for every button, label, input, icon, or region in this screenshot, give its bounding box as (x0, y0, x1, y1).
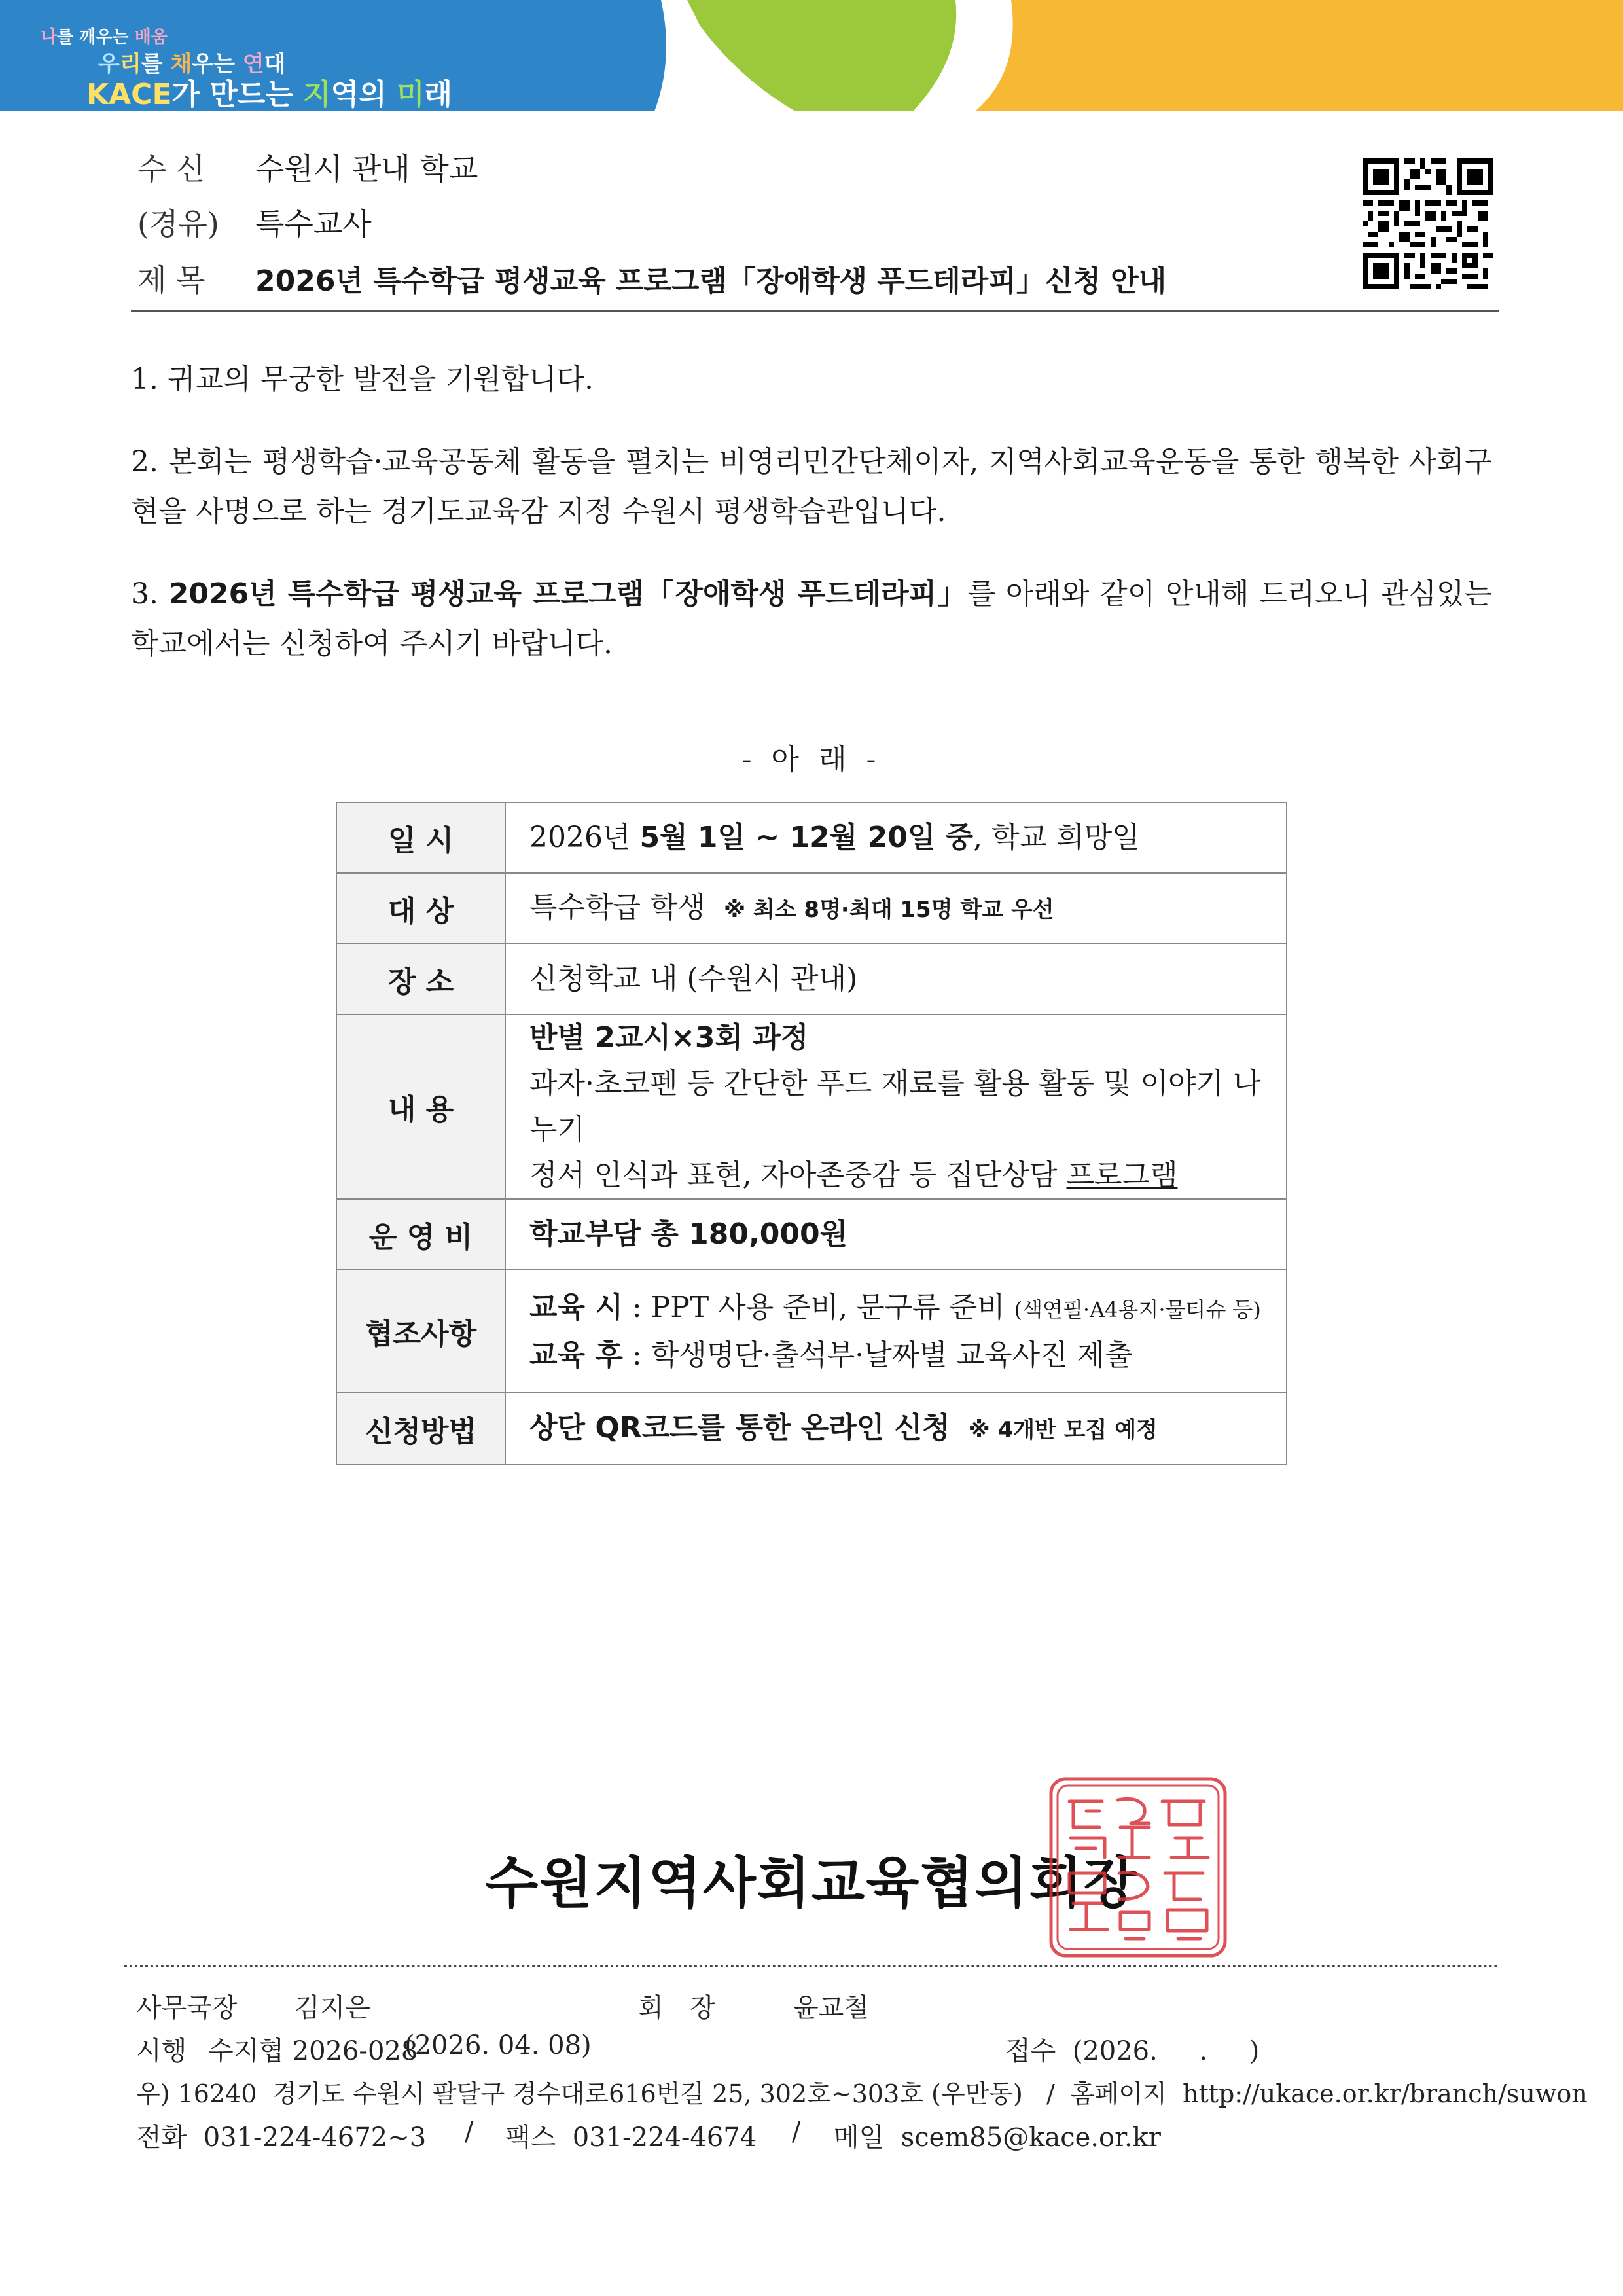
issue-number: 수지협 2026-028 (208, 2036, 418, 2066)
fax-number: 팩스 031-224-4674 (505, 2123, 757, 2153)
table-row-content (336, 1014, 1287, 1199)
recipient-value: 수원시 관내 학교 (255, 151, 478, 187)
paragraph-3-number: 3. (131, 577, 169, 611)
top-banner (0, 0, 1623, 111)
content-label: 내 용 (336, 1014, 505, 1199)
footer-separator-2: / (792, 2117, 801, 2147)
paragraph-1: 1. 귀교의 무궁한 발전을 기원합니다. (131, 363, 594, 396)
cooperation-line-1: 교육 시 : PPT 사용 준비, 문구류 준비 (색연필·A4용지·물티슈 등) (529, 1290, 1261, 1324)
cooperation-label: 협조사항 (336, 1270, 505, 1393)
content-line-3: 정서 인식과 표현, 자아존중감 등 집단상담 프로그램 (529, 1158, 1178, 1192)
table-row-cooperation (336, 1270, 1287, 1393)
receipt-field: 접수 (2026. . ) (1005, 2036, 1260, 2066)
apply-note: ※ 4개반 모집 예정 (968, 1416, 1158, 1443)
subject-label: 제 목 (137, 262, 205, 298)
table-row-cost (336, 1199, 1287, 1270)
via-value: 특수교사 (255, 206, 372, 242)
target-note: ※ 최소 8명·최대 15명 학교 우선 (724, 896, 1054, 923)
slogan-line-3: KACE가 만드는 지역의 미래 (86, 78, 453, 111)
paragraph-3 (131, 569, 1492, 669)
paragraph-3-program-title: 2026년 특수학급 평생교육 프로그램「장애학생 푸드테라피」 (168, 577, 968, 611)
cooperation-line-2: 교육 후 : 학생명단·출석부·날짜별 교육사진 제출 (529, 1338, 1133, 1372)
apply-value: 상단 QR코드를 통한 온라인 신청 ※ 4개반 모집 예정 (505, 1393, 1287, 1465)
via-row (137, 200, 372, 243)
date-value: 2026년 5월 1일 ~ 12월 20일 중, 학교 희망일 (505, 802, 1287, 873)
table-row-apply (336, 1393, 1287, 1465)
footer-divider (124, 1965, 1499, 1967)
paragraph-2: 2. 본회는 평생학습·교육공동체 활동을 펼치는 비영리민간단체이자, 지역사회교육운동을 통한 행복한 사회구현을 사명으로 하는 경기도교육감 지정 수원시 평생학습관입니다. (131, 445, 1492, 528)
table-row-place (336, 944, 1287, 1014)
secretary-name: 김지은 (294, 1993, 370, 2023)
email-address[interactable]: 메일 scem85@kace.or.kr (834, 2123, 1161, 2153)
issue-date: (2026. 04. 08) (404, 2030, 592, 2060)
date-label: 일 시 (336, 802, 505, 873)
apply-label: 신청방법 (336, 1393, 505, 1465)
paragraph-3-text: 를 아래와 같이 안내해 드리오니 관심있는 학교에서는 신청하여 주시기 바랍니다. (131, 577, 1492, 660)
subject-value: 2026년 특수학급 평생교육 프로그램「장애학생 푸드테라피」신청 안내 (255, 264, 1167, 298)
footer-separator-1: / (465, 2117, 474, 2147)
phone-number: 전화 031-224-4672~3 (136, 2123, 427, 2153)
header-divider (131, 310, 1499, 312)
slogan-line-1: 나를 깨우는 배움 (41, 27, 168, 47)
table-row-target (336, 873, 1287, 944)
issue-label: 시행 (136, 2036, 187, 2066)
target-value: 특수학급 학생 ※ 최소 8명·최대 15명 학교 우선 (505, 873, 1287, 944)
target-label: 대 상 (336, 873, 505, 944)
program-details-table (336, 802, 1287, 1465)
president-label: 회 장 (638, 1993, 724, 2023)
secretary-label: 사무국장 (136, 1993, 238, 2023)
cost-label: 운 영 비 (336, 1199, 505, 1270)
issuer-name: 수원지역사회교육협의회장 (485, 1851, 1138, 1915)
via-label: (경유) (137, 206, 219, 242)
recipient-row (137, 145, 478, 188)
president-name: 윤교철 (793, 1993, 869, 2023)
recipient-label: 수 신 (137, 151, 205, 187)
below-heading: - 아 래 - (741, 743, 882, 776)
cooperation-value (505, 1270, 1287, 1393)
content-line-2: 과자·초코펜 등 간단한 푸드 재료를 활용 활동 및 이야기 나누기 (529, 1067, 1261, 1146)
content-line-1: 반별 2교시×3회 과정 (529, 1021, 809, 1054)
content-value (505, 1014, 1287, 1199)
place-value: 신청학교 내 (수원시 관내) (505, 944, 1287, 1014)
subject-row (137, 257, 1166, 300)
qr-code-icon[interactable] (1363, 154, 1493, 293)
official-seal-icon (1047, 1775, 1229, 1960)
table-row-date (336, 802, 1287, 873)
address-line: 우) 16240 경기도 수원시 팔달구 경수대로616번길 25, 302호~303호 (우만동) / 홈페이지 http://ukace.or.kr/branch/suwon (136, 2079, 1588, 2108)
slogan-line-2: 우리를 채우는 연대 (98, 51, 286, 77)
cost-value: 학교부담 총 180,000원 (505, 1199, 1287, 1270)
place-label: 장 소 (336, 944, 505, 1014)
